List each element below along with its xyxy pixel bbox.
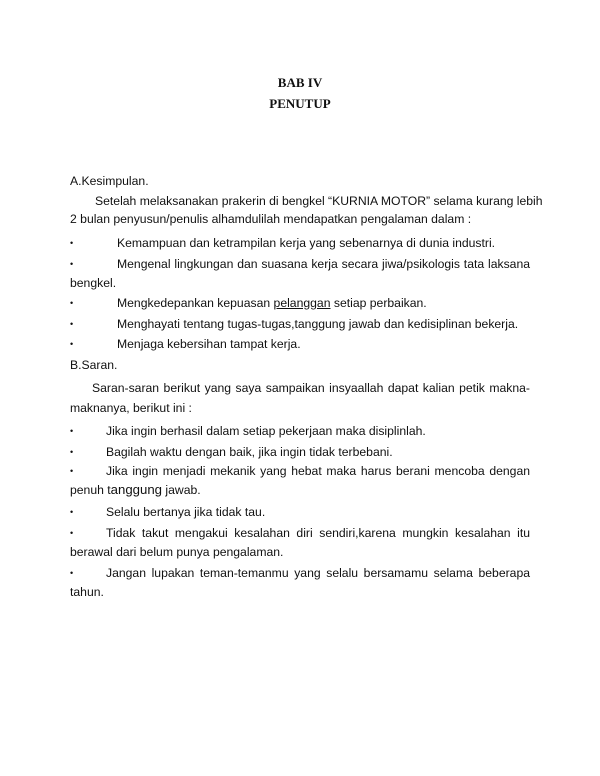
saran-heading: B.Saran. (70, 358, 118, 372)
kesimpulan-item-3 (117, 296, 530, 310)
kesimpulan-item-4: Menghayati tentang tugas-tugas,tanggung jawab dan kedisiplinan bekerja. (117, 317, 519, 331)
saran-item-3-cont-part2: jawab. (165, 483, 201, 497)
bullet-icon: • (70, 298, 74, 308)
bullet-icon: • (70, 238, 74, 248)
kesimpulan-intro-line1: Setelah melaksanakan prakerin di bengkel “KURNIA MOTOR” selama kurang lebih (95, 194, 543, 208)
chapter-label: BAB IV (277, 75, 323, 90)
saran-item-2: Bagilah waktu dengan baik, jika ingin tidak terbebani. (106, 445, 393, 459)
kesimpulan-item-2: Mengenal lingkungan dan suasana kerja secara jiwa/psikologis tata laksana (117, 257, 530, 271)
kesimpulan-item-3-part1: Mengkedepankan kepuasan (117, 296, 271, 310)
kesimpulan-intro-line2: 2 bulan penyusun/penulis alhamdulilah mendapatkan pengalaman dalam : (70, 212, 472, 226)
bullet-icon: • (70, 528, 74, 538)
bullet-icon: • (70, 339, 74, 349)
bullet-icon: • (70, 319, 74, 329)
saran-item-3-cont (70, 482, 530, 497)
saran-item-1: Jika ingin berhasil dalam setiap pekerjaan maka disiplinlah. (106, 424, 426, 438)
kesimpulan-item-5: Menjaga kebersihan tampat kerja. (117, 337, 301, 351)
saran-item-3: Jika ingin menjadi mekanik yang hebat maka harus berani mencoba dengan (106, 464, 530, 478)
saran-intro-line1: Saran-saran berikut yang saya sampaikan insyaallah dapat kalian petik makna- (92, 381, 530, 395)
bullet-icon: • (70, 507, 74, 517)
bullet-icon: • (70, 447, 74, 457)
bullet-icon: • (70, 466, 74, 476)
kesimpulan-heading: A.Kesimpulan. (70, 174, 149, 188)
saran-item-6: Jangan lupakan teman-temanmu yang selalu bersamamu selama beberapa (106, 566, 530, 580)
kesimpulan-item-3-part2: setiap perbaikan. (333, 296, 427, 310)
saran-item-4: Selalu bertanya jika tidak tau. (106, 505, 266, 519)
saran-item-6-cont: tahun. (70, 585, 104, 599)
bullet-icon: • (70, 426, 74, 436)
saran-item-3-cont-big: anggung (110, 482, 163, 497)
saran-item-5-cont: berawal dari belum punya pengalaman. (70, 545, 284, 559)
saran-item-3-cont-part1: penuh t (70, 483, 111, 497)
bullet-icon: • (70, 568, 74, 578)
kesimpulan-item-2-cont: bengkel. (70, 276, 117, 290)
saran-item-5: Tidak takut mengakui kesalahan diri sendiri,karena mungkin kesalahan itu (106, 526, 530, 540)
bullet-icon: • (70, 259, 74, 269)
kesimpulan-item-3-underlined: pelanggan (273, 296, 331, 310)
chapter-title: PENUTUP (269, 96, 331, 111)
saran-intro-line2: maknanya, berikut ini : (70, 401, 192, 415)
kesimpulan-item-1: Kemampuan dan ketrampilan kerja yang sebenarnya di dunia industri. (117, 236, 496, 250)
